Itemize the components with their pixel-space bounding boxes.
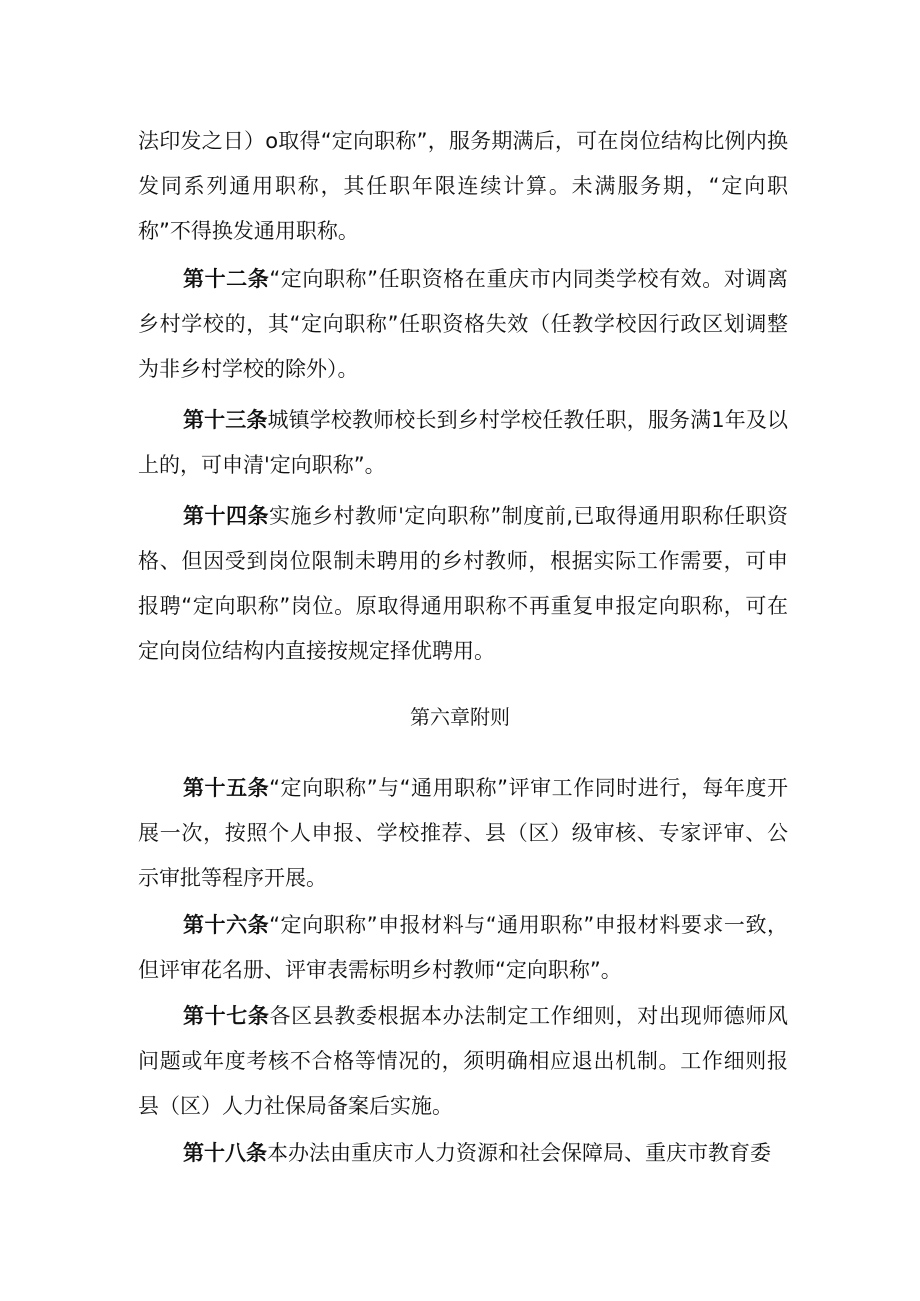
article-13: [138, 398, 788, 488]
article-14: [138, 494, 788, 674]
article-18: [138, 1131, 788, 1176]
article-text: “定向职称”申报材料与“通用职称”申报材料要求一致，但评审花名册、评审表需标明乡村教师“定向职称”。: [138, 913, 789, 982]
article-label: 第十四条: [183, 504, 270, 528]
article-text: 本办法由重庆市人力资源和社会保障局、重庆市教育委: [267, 1141, 771, 1165]
article-label: 第十六条: [183, 913, 270, 937]
article-text: 实施乡村教师'定向职称”制度前,已取得通用职称任职资格、但因受到岗位限制未聘用的乡村教师，根据实际工作需要，可申报聘“定向职称”岗位。原取得通用职称不再重复申报定向职称，可在定向岗位结构内直接按规定择优聘用。: [138, 504, 789, 663]
article-16: [138, 903, 788, 993]
article-label: 第十三条: [183, 408, 268, 432]
chapter-title: 第六章附则: [410, 705, 510, 729]
article-label: 第十二条: [183, 267, 270, 291]
article-label: 第十七条: [183, 1004, 270, 1028]
article-text: 各区县教委根据本办法制定工作细则，对出现师德师风问题或年度考核不合格等情况的，须明确相应退出机制。工作细则报县（区）人力社保局备案后实施。: [138, 1004, 789, 1118]
article-label: 第十五条: [183, 776, 270, 800]
paragraph-continuation: [138, 119, 788, 254]
article-17: [138, 994, 788, 1129]
article-label: 第十八条: [183, 1141, 267, 1165]
article-text: “定向职称”与“通用职称”评审工作同时进行，每年度开展一次，按照个人申报、学校推荐、县（区）级审核、专家评审、公示审批等程序开展。: [138, 776, 789, 890]
article-12: [138, 257, 788, 392]
article-text: 城镇学校教师校长到乡村学校任教任职，服务满1年及以上的，可申清'定向职称”。: [138, 408, 789, 477]
article-text: “定向职称”任职资格在重庆市内同类学校有效。对调离乡村学校的，其“定向职称”任职资格失效（任教学校因行政区划调整为非乡村学校的除外）。: [138, 267, 788, 381]
article-15: [138, 766, 788, 901]
paragraph-text: 法印发之日）o取得“定向职称”，服务期满后，可在岗位结构比例内换发同系列通用职称，其任职年限连续计算。未满服务期，“定向职称”不得换发通用职称。: [138, 129, 788, 243]
